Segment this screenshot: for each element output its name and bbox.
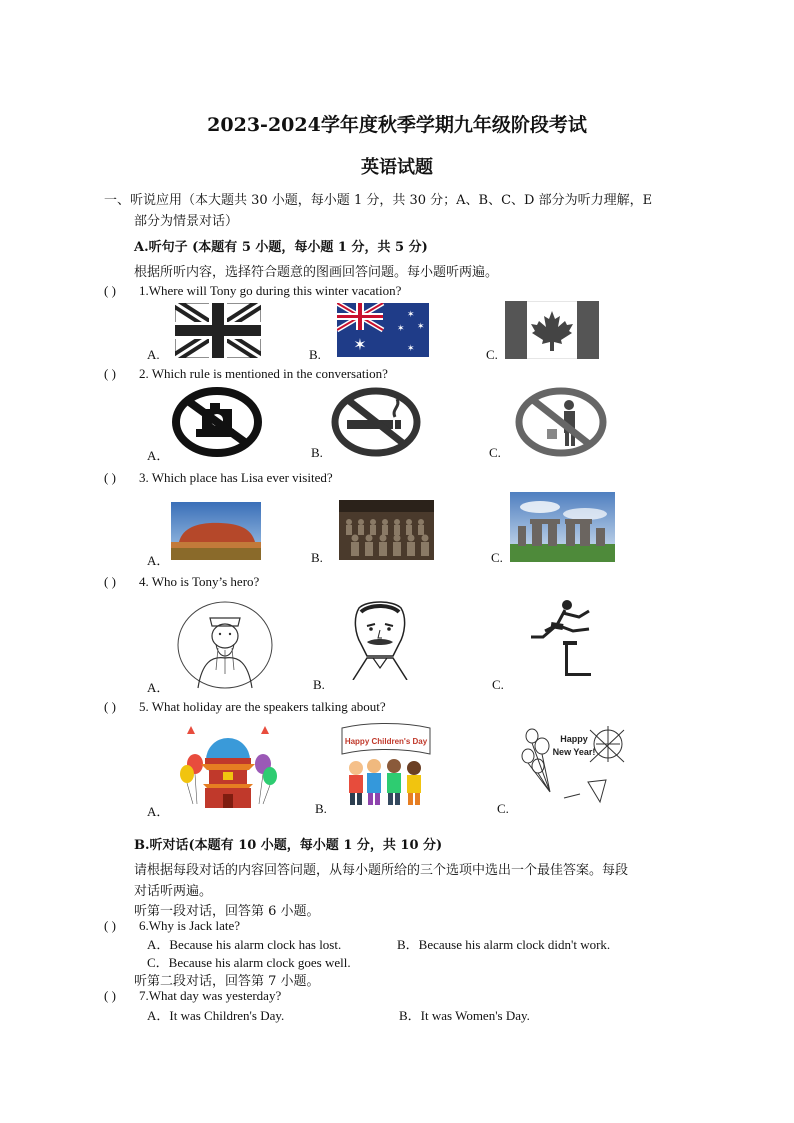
uk-flag-image bbox=[175, 303, 261, 358]
part-a-instructions: 根据所听内容，选择符合题意的图画回答问题。每小题听两遍。 bbox=[134, 265, 499, 280]
childrens-day-drawing bbox=[338, 722, 434, 812]
option-label: C. bbox=[497, 801, 509, 816]
option-label: A． bbox=[147, 804, 170, 819]
option-label: C. bbox=[486, 347, 498, 362]
svg-text:✶: ✶ bbox=[417, 322, 425, 332]
national-day-drawing bbox=[175, 724, 281, 810]
answer-blank[interactable]: ( ) bbox=[104, 470, 116, 485]
svg-text:✶: ✶ bbox=[397, 324, 405, 334]
new-year-drawing bbox=[520, 722, 632, 808]
option-label: B. bbox=[313, 677, 325, 692]
exam-title: 2023-2024学年度秋季学期九年级阶段考试 bbox=[207, 114, 587, 136]
answer-blank[interactable]: ( ) bbox=[104, 574, 116, 589]
option-label: C. bbox=[492, 677, 504, 692]
q7-option-b: B．It was Women's Day. bbox=[399, 1008, 530, 1023]
australia-flag-image bbox=[337, 303, 429, 357]
option-label: A． bbox=[147, 680, 170, 695]
part-b-instructions-line1: 请根据每段对话的内容回答问题，从每小题所给的三个选项中选出一个最佳答案。每段 bbox=[134, 863, 629, 878]
question-4: 4. Who is Tony’s hero? bbox=[139, 574, 260, 589]
question-3: 3. Which place has Lisa ever visited? bbox=[139, 470, 333, 485]
part-b-heading: B.听对话(本题有 10 小题，每小题 1 分，共 10 分) bbox=[134, 838, 443, 853]
part-b-instructions-line2: 对话听两遍。 bbox=[134, 884, 213, 899]
dialog-2-intro: 听第二段对话，回答第 7 小题。 bbox=[134, 974, 320, 989]
canada-flag-image bbox=[505, 301, 599, 359]
dialog-1-intro: 听第一段对话，回答第 6 小题。 bbox=[134, 904, 320, 919]
answer-blank[interactable]: ( ) bbox=[104, 918, 116, 933]
answer-blank[interactable]: ( ) bbox=[104, 366, 116, 381]
no-littering-sign-image bbox=[515, 387, 607, 457]
option-label: B. bbox=[309, 347, 321, 362]
question-2: 2. Which rule is mentioned in the conversation? bbox=[139, 366, 388, 381]
q7-option-a: A．It was Children's Day. bbox=[147, 1008, 285, 1023]
confucius-drawing bbox=[176, 600, 274, 690]
svg-text:✶: ✶ bbox=[407, 344, 415, 354]
option-label: C. bbox=[491, 550, 503, 565]
new-year-text-line2: New Year! bbox=[552, 747, 596, 757]
option-label: B. bbox=[315, 801, 327, 816]
hurdler-drawing bbox=[523, 597, 613, 679]
section-heading-line1: 一、听说应用（本大题共 30 小题，每小题 1 分，共 30 分；A、B、C、D 部分为听力理解，E bbox=[104, 193, 653, 208]
exam-subtitle: 英语试题 bbox=[361, 157, 433, 178]
no-smoking-sign-image bbox=[331, 387, 421, 457]
option-label: A. bbox=[147, 347, 160, 362]
question-5: 5. What holiday are the speakers talking about? bbox=[139, 699, 386, 714]
answer-blank[interactable]: ( ) bbox=[104, 699, 116, 714]
answer-blank[interactable]: ( ) bbox=[104, 988, 116, 1003]
question-1: 1.Where will Tony go during this winter vacation? bbox=[139, 283, 402, 298]
option-label: B. bbox=[311, 550, 323, 565]
man-portrait-drawing bbox=[337, 600, 423, 680]
q6-option-b: B．Because his alarm clock didn't work. bbox=[397, 937, 611, 952]
section-heading-line2: 部分为情景对话） bbox=[134, 214, 239, 229]
svg-text:✶: ✶ bbox=[353, 335, 367, 354]
new-year-text-line1: Happy bbox=[560, 734, 588, 744]
q6-option-c: C．Because his alarm clock goes well. bbox=[147, 955, 351, 970]
option-label: A． bbox=[147, 553, 170, 568]
option-label: B. bbox=[311, 445, 323, 460]
question-6: 6.Why is Jack late? bbox=[139, 918, 241, 933]
q6-option-a: A．Because his alarm clock has lost. bbox=[147, 937, 342, 952]
question-7: 7.What day was yesterday? bbox=[139, 988, 282, 1003]
childrens-day-banner-text: Happy Children's Day bbox=[344, 737, 428, 746]
svg-text:✶: ✶ bbox=[407, 310, 415, 320]
stonehenge-photo bbox=[510, 492, 615, 562]
option-label: C. bbox=[489, 445, 501, 460]
part-a-heading: A.听句子 (本题有 5 小题，每小题 1 分，共 5 分) bbox=[134, 240, 428, 255]
terracotta-army-photo bbox=[339, 500, 434, 560]
uluru-photo bbox=[171, 502, 261, 560]
no-photo-sign-image bbox=[172, 387, 262, 457]
option-label: A． bbox=[147, 448, 170, 463]
answer-blank[interactable]: ( ) bbox=[104, 283, 116, 298]
